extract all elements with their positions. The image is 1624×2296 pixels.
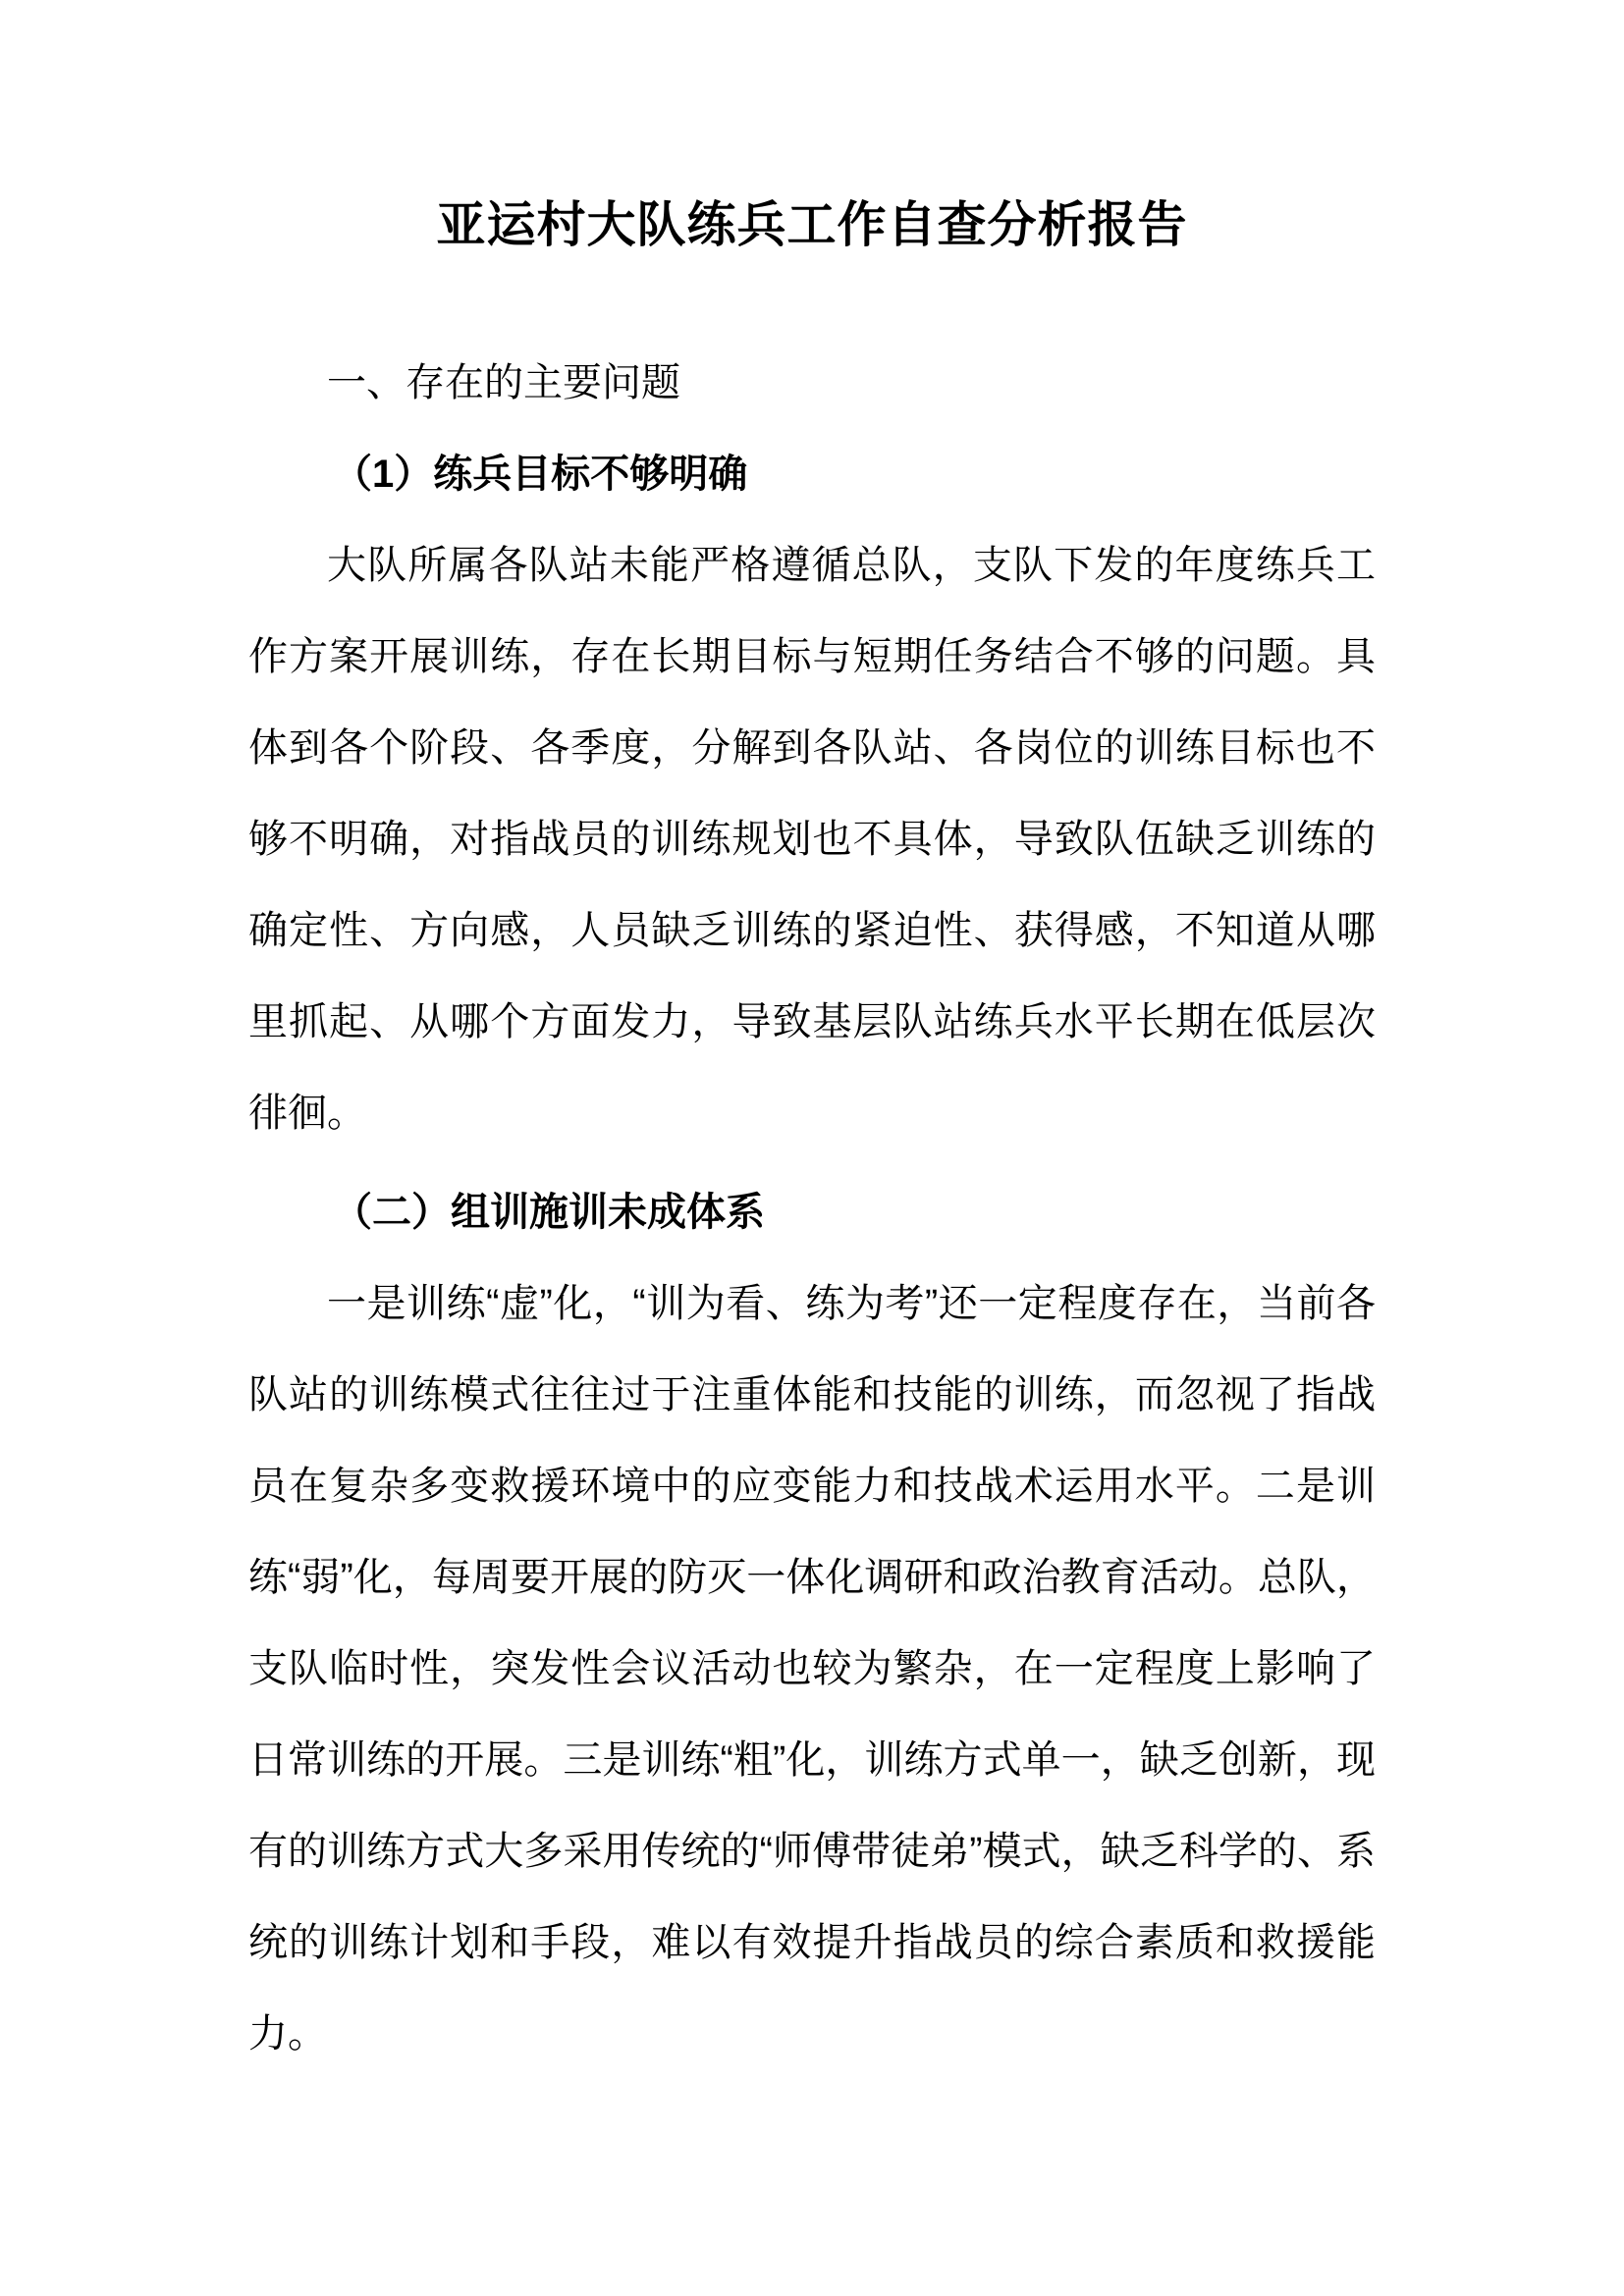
subsection-paragraph-2: 一是训练“虚”化，“训为看、练为考”还一定程度存在，当前各队站的训练模式往往过于注重体能和技能的训练，而忽视了指战员在复杂多变救援环境中的应变能力和技战术运用水平。二是训练“弱”化，每周要开展的防灭一体化调研和政治教育活动。总队，支队临时性，突发性会议活动也较为繁杂，在一定程度上影响了日常训练的开展。三是训练“粗”化，训练方式单一，缺乏创新，现有的训练方式大多采用传统的“师傅带徒弟”模式，缺乏科学的、系统的训练计划和手段，难以有效提升指战员的综合素质和救援能力。: [248, 1281, 1376, 2056]
subsection-heading-2: （二）组训施训未成体系: [333, 1190, 765, 1234]
subsection-paragraph-1: 大队所属各队站未能严格遵循总队，支队下发的年度练兵工作方案开展训练，存在长期目标与短期任务结合不够的问题。具体到各个阶段、各季度，分解到各队站、各岗位的训练目标也不够不明确，对指战员的训练规划也不具体，导致队伍缺乏训练的确定性、方向感，人员缺乏训练的紧迫性、获得感，不知道从哪里抓起、从哪个方面发力，导致基层队站练兵水平长期在低层次徘徊。: [248, 543, 1376, 1135]
document-content: [248, 0, 1376, 2080]
subsection-heading-1: （1）练兵目标不够明确: [333, 452, 748, 496]
page-title: 亚运村大队练兵工作自查分析报告: [436, 197, 1188, 252]
section-heading-1: 一、存在的主要问题: [327, 360, 680, 404]
